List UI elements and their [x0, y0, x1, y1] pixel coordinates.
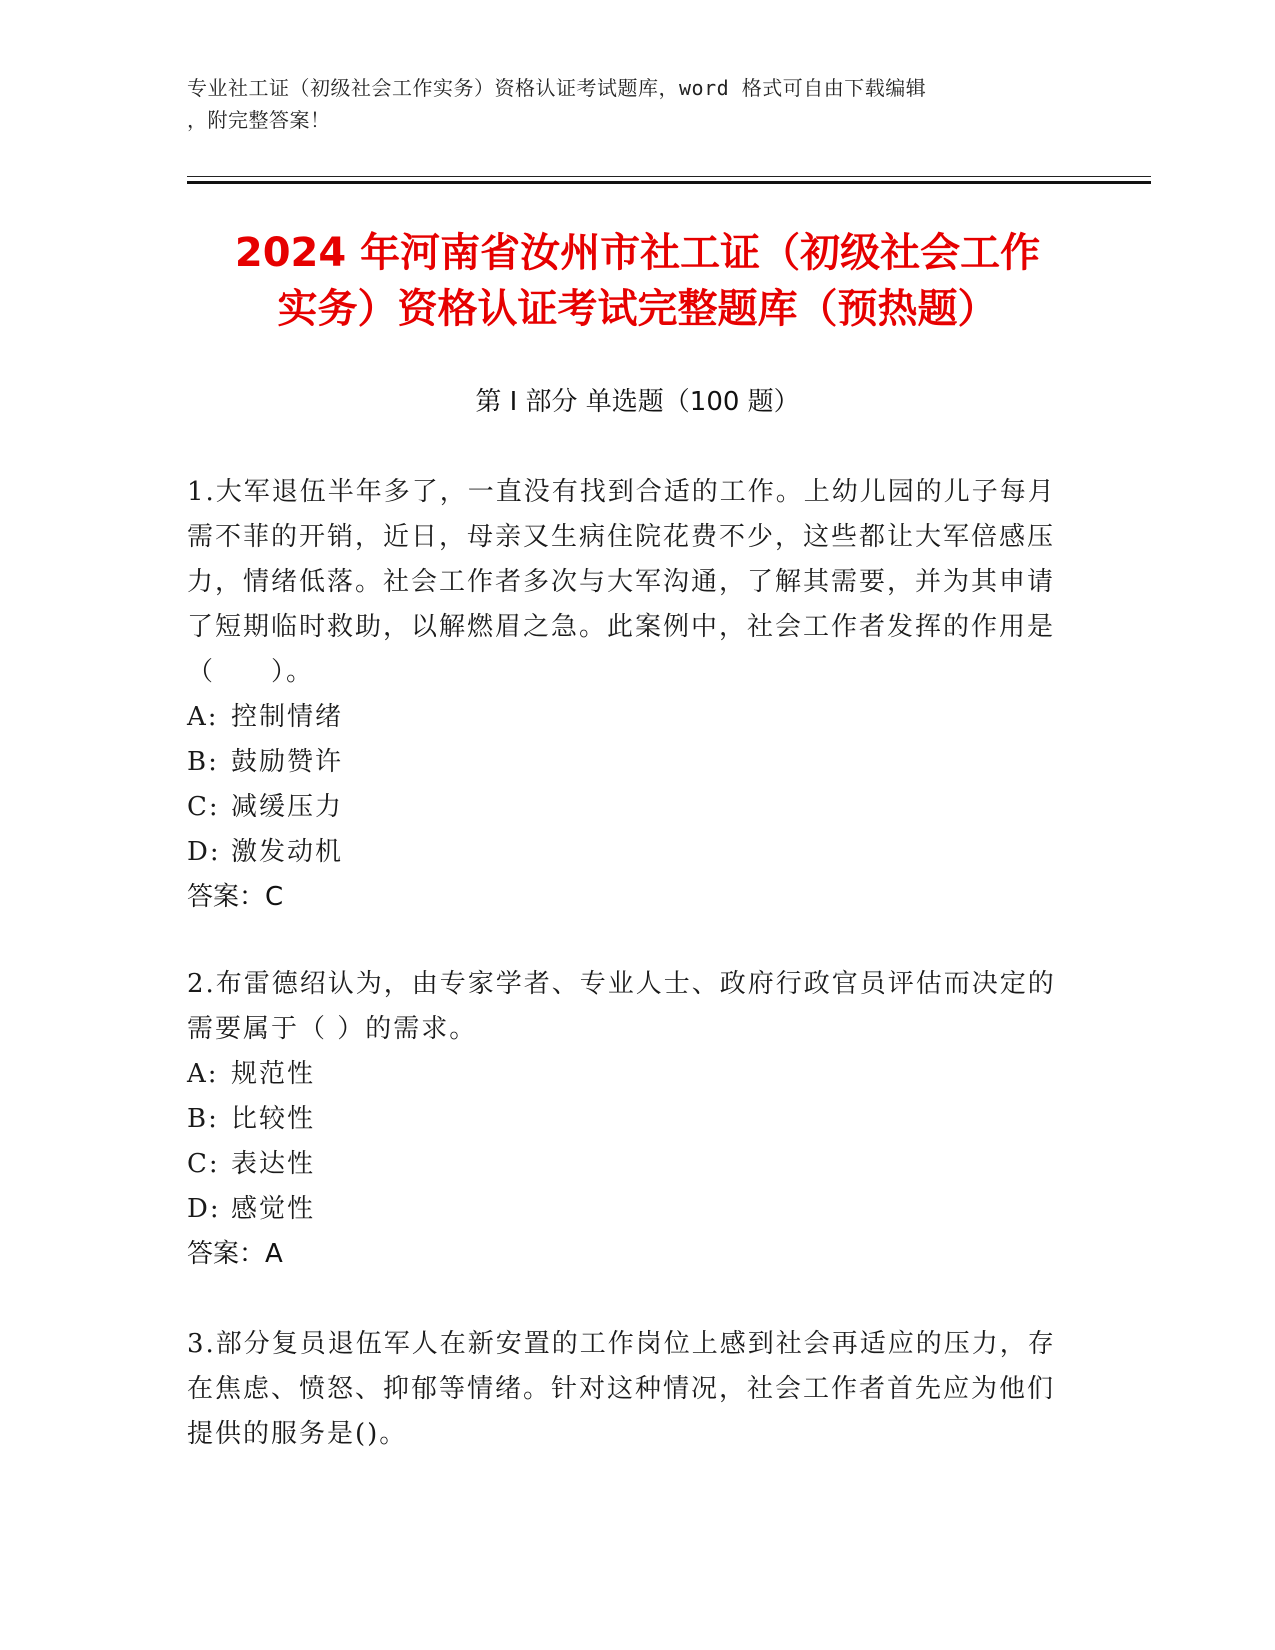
question-3-stem: 3.部分复员退伍军人在新安置的工作岗位上感到社会再适应的压力，存在焦虑、愤怒、抑郁等情绪。针对这种情况，社会工作者首先应为他们提供的服务是()。: [187, 1329, 1056, 1449]
option-letter: B:: [187, 747, 219, 777]
option-letter: C:: [187, 792, 220, 822]
question-2-option-d: [187, 1187, 1067, 1232]
option-letter: A:: [187, 1059, 219, 1089]
document-title-line2: 实务）资格认证考试完整题库（预热题）: [277, 286, 998, 332]
option-text: 比较性: [231, 1104, 316, 1134]
option-letter: D:: [187, 837, 221, 867]
option-letter: B:: [187, 1104, 219, 1134]
question-1-answer: 答案：C: [187, 882, 284, 912]
header-divider-thin: [187, 176, 1151, 177]
question-2-option-c: [187, 1142, 1067, 1187]
option-text: 激发动机: [231, 837, 344, 867]
question-1-option-a: [187, 695, 1067, 740]
question-1-option-d: [187, 830, 1067, 875]
document-title: [160, 225, 1115, 337]
option-text: 鼓励赞许: [231, 747, 344, 777]
option-letter: D:: [187, 1194, 221, 1224]
option-letter: C:: [187, 1149, 220, 1179]
option-letter: A:: [187, 702, 219, 732]
header-note-line2: ，附完整答案！: [187, 108, 331, 132]
header-divider-thick: [187, 181, 1151, 184]
option-text: 控制情绪: [231, 702, 344, 732]
question-3: [187, 1322, 1067, 1457]
question-2-answer: 答案：A: [187, 1239, 283, 1269]
question-1-option-b: [187, 740, 1067, 785]
question-1-option-c: [187, 785, 1067, 830]
question-2-option-b: [187, 1097, 1067, 1142]
header-note-line1: 专业社工证（初级社会工作实务）资格认证考试题库，word 格式可自由下载编辑: [187, 76, 927, 100]
question-1-stem: 1.大军退伍半年多了，一直没有找到合适的工作。上幼儿园的儿子每月需不菲的开销，近日，母亲又生病住院花费不少，这些都让大军倍感压力，情绪低落。社会工作者多次与大军沟通，了解其需要，并为其申请了短期临时救助，以解燃眉之急。此案例中，社会工作者发挥的作用是（ ）。: [187, 477, 1056, 687]
question-2: [187, 962, 1067, 1277]
option-text: 表达性: [231, 1149, 316, 1179]
option-text: 规范性: [231, 1059, 316, 1089]
option-text: 减缓压力: [231, 792, 344, 822]
question-2-stem: 2.布雷德绍认为，由专家学者、专业人士、政府行政官员评估而决定的需要属于（ ）的需求。: [187, 969, 1056, 1044]
option-text: 感觉性: [231, 1194, 316, 1224]
question-2-option-a: [187, 1052, 1067, 1097]
header-note: [187, 72, 1067, 136]
section-title: 第 I 部分 单选题（100 题）: [475, 387, 800, 417]
document-title-line1: 2024 年河南省汝州市社工证（初级社会工作: [234, 230, 1041, 276]
question-1: [187, 470, 1067, 920]
